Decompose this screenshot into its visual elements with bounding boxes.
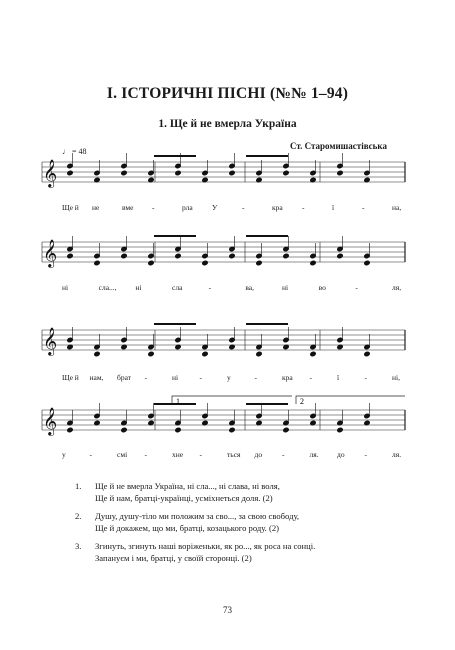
lyric-syllable: Ще й (62, 373, 79, 382)
lyric-syllable: - (362, 203, 365, 212)
lyric-syllable: ля, (392, 283, 402, 292)
note-head (94, 260, 100, 265)
lyric-syllable: - (355, 283, 358, 292)
lyric-syllable: - (282, 450, 285, 459)
note-head (310, 260, 316, 265)
lyric-syllable: вме (122, 203, 134, 212)
lyric-syllable: - (254, 373, 257, 382)
lyric-syllable: ні (135, 283, 142, 292)
lyric-syllable: - (208, 283, 212, 292)
lyric-syllable: на, (392, 203, 402, 212)
note-head (202, 351, 208, 356)
lyric-syllable: рла (182, 203, 193, 212)
lyric-syllable: ться (227, 450, 241, 459)
note-head (121, 170, 127, 175)
lyrics-line-2 (0, 283, 455, 295)
verse-line: Душу, душу-тіло ми положим за сво..., за свою свободу, (95, 511, 300, 521)
verse-number: 2. (75, 511, 82, 521)
lyric-syllable: ні (282, 283, 289, 292)
lyric-syllable: - (364, 373, 367, 382)
lyric-syllable: ля. (309, 450, 319, 459)
note-head (175, 253, 181, 258)
note-head (148, 260, 154, 265)
lyric-syllable: - (309, 373, 312, 382)
lyric-syllable: ні (172, 373, 179, 382)
lyric-syllable: во (318, 283, 326, 292)
lyric-syllable: - (144, 450, 147, 459)
verse-number: 1. (75, 481, 82, 491)
song-attribution: Ст. Старомишастівська (290, 141, 387, 151)
page-number: 73 (223, 605, 232, 615)
lyric-syllable: - (199, 450, 202, 459)
verse-line: Згинуть, згинуть наші воріженьки, як ро..., як роса на сонці. (95, 541, 316, 551)
treble-clef-icon: 𝄞 (43, 327, 58, 355)
note-head (67, 170, 73, 175)
note-head (229, 170, 235, 175)
treble-clef-icon: 𝄞 (43, 407, 58, 435)
lyric-syllable: - (152, 203, 155, 212)
note-head (121, 427, 127, 432)
note-head (202, 260, 208, 265)
lyric-syllable: у (62, 450, 66, 459)
lyric-syllable: ля. (392, 450, 402, 459)
lyric-syllable: нам, (89, 373, 104, 382)
note-head (121, 253, 127, 258)
note-head (364, 260, 370, 265)
verse-line: Ще й докажем, що ми, братці, козацького роду. (2) (95, 522, 280, 533)
verse-line: Ще й нам, братці-українці, усміхнеться доля. (2) (95, 492, 273, 503)
lyric-syllable: - (89, 450, 92, 459)
volta-second-label: 2 (300, 397, 304, 406)
note-head (364, 351, 370, 356)
lyric-syllable: у (227, 373, 231, 382)
tempo-marking: ♩ = 48 (62, 147, 87, 156)
note-head (148, 351, 154, 356)
note-head (229, 427, 235, 432)
verse-line: Запануєм і ми, братці, у своїй сторонці. (2) (95, 552, 252, 563)
verse-2 (75, 511, 395, 534)
lyric-syllable: до (254, 450, 263, 459)
volta-first-label: 1 (176, 397, 180, 406)
note-head (283, 427, 289, 432)
lyric-syllable: - (242, 203, 245, 212)
lyric-syllable: ї (337, 373, 340, 382)
section-title: І. ІСТОРИЧНІ ПІСНІ (№№ 1–94) (106, 85, 349, 102)
note-head (310, 351, 316, 356)
note-head (175, 427, 181, 432)
lyric-syllable: - (199, 373, 202, 382)
lyric-syllable: У (212, 203, 218, 212)
lyric-syllable: ні, (392, 373, 400, 382)
lyric-syllable: кра (282, 373, 293, 382)
lyric-syllable: Ще й (62, 203, 79, 212)
lyric-syllable: смі (117, 450, 128, 459)
lyric-syllable: сла (172, 283, 183, 292)
note-head (337, 170, 343, 175)
lyrics-line-1 (0, 203, 455, 215)
lyric-syllable: ва, (245, 283, 254, 292)
note-head (256, 351, 262, 356)
note-head (337, 427, 343, 432)
verse-3 (75, 541, 395, 564)
lyric-syllable: ї (332, 203, 335, 212)
note-head (175, 170, 181, 175)
lyric-syllable: ні (62, 283, 69, 292)
note-head (67, 253, 73, 258)
note-head (67, 427, 73, 432)
verse-line: Ще й не вмерла Україна, ні сла..., ні слава, ні воля, (95, 481, 280, 491)
lyric-syllable: - (364, 450, 367, 459)
note-head (256, 260, 262, 265)
song-title: 1. Ще й не вмерла Україна (158, 118, 297, 130)
lyric-syllable: хне (172, 450, 184, 459)
verse-1 (75, 481, 395, 504)
lyric-syllable: - (302, 203, 305, 212)
treble-clef-icon: 𝄞 (43, 239, 58, 267)
note-head (283, 253, 289, 258)
note-head (229, 253, 235, 258)
lyric-syllable: сла..., (98, 283, 117, 292)
treble-clef-icon: 𝄞 (43, 159, 58, 187)
lyric-syllable: брат (117, 373, 131, 382)
lyric-syllable: кра (272, 203, 283, 212)
lyric-syllable: не (92, 203, 100, 212)
verses (75, 481, 395, 571)
verse-number: 3. (75, 541, 82, 551)
lyrics-line-4 (0, 450, 455, 462)
note-head (94, 351, 100, 356)
lyrics-line-3 (0, 373, 455, 385)
note-head (283, 170, 289, 175)
lyric-syllable: - (144, 373, 147, 382)
lyric-syllable: до (337, 450, 345, 459)
note-head (337, 253, 343, 258)
